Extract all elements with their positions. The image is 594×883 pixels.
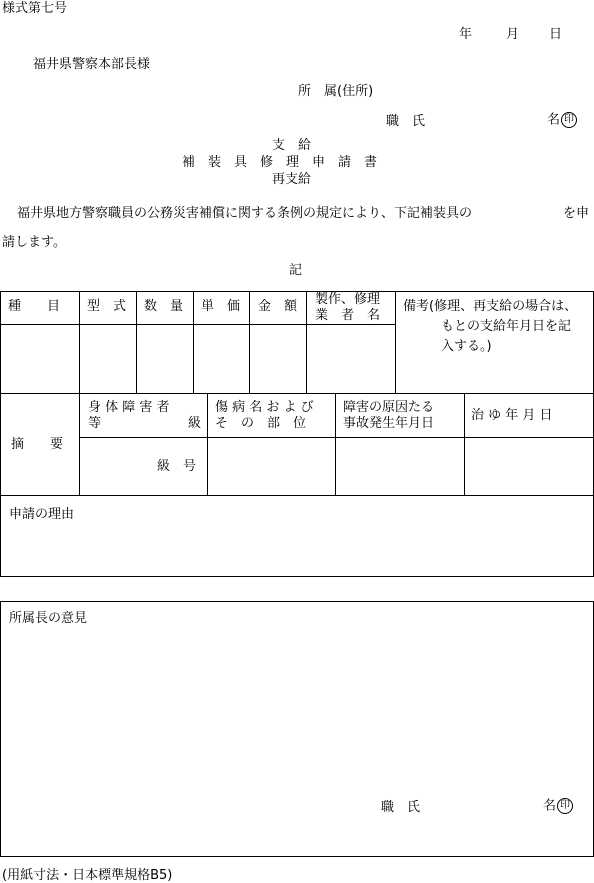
seal-mark: 印	[561, 112, 577, 128]
header-amount: 金 額	[258, 299, 298, 314]
summary-label: 摘 要	[11, 437, 64, 452]
ki-label: 記	[289, 263, 303, 278]
header-maker-line1: 製作、修理	[315, 292, 381, 307]
date-day: 日	[549, 27, 563, 42]
remarks-line3: 入する。)	[441, 339, 492, 354]
table2-col-divider	[79, 394, 80, 496]
table2-col-divider	[207, 394, 208, 496]
table1-col-divider	[395, 291, 396, 394]
supervisor-name-label: 名 印	[543, 798, 573, 814]
date-month: 月	[506, 27, 520, 42]
table1-col-divider	[136, 291, 137, 394]
date-year: 年	[459, 27, 473, 42]
grade-number-label: 級 号	[157, 459, 197, 474]
header-model: 型 式	[87, 299, 127, 314]
supervisor-title: 職 氏	[381, 800, 421, 815]
body-text-line2: 請します。	[2, 235, 66, 250]
table2-col-divider	[464, 394, 465, 496]
paper-size-note: (用紙寸法・日本標準規格B5)	[2, 868, 173, 883]
applicant-title: 職 氏	[386, 114, 426, 129]
affiliation-label: 所 属(住所)	[298, 84, 374, 99]
title-resupply: 再支給	[272, 172, 312, 187]
injury-line2: そ の 部 位	[215, 416, 307, 431]
header-quantity: 数 量	[144, 299, 184, 314]
header-maker-line2: 業 者 名	[315, 308, 381, 323]
table1-header-divider	[0, 324, 395, 325]
table1-col-divider	[193, 291, 194, 394]
document-title: 補 装 具 修 理 申 請 書	[182, 155, 378, 170]
remarks-line2: もとの支給年月日を記	[441, 319, 572, 334]
supervisor-opinion-label: 所属長の意見	[9, 611, 88, 626]
disability-line2-b: 級	[188, 416, 202, 431]
header-kind: 種 目	[8, 299, 61, 314]
body-text-line1: 福井県地方警察職員の公務災害補償に関する条例の規定により、下記補装具の	[17, 206, 473, 221]
title-supply: 支 給	[272, 138, 312, 153]
addressee: 福井県警察本部長様	[33, 57, 151, 72]
seal-mark: 印	[557, 798, 573, 814]
remarks-line1: 備考(修理、再支給の場合は、	[403, 299, 578, 314]
supervisor-opinion-box	[0, 601, 594, 857]
cause-line2: 事故発生年月日	[343, 416, 435, 431]
table1-col-divider	[79, 291, 80, 394]
injury-line1: 傷 病 名 お よ び	[215, 400, 314, 415]
applicant-name-label: 名 印	[547, 112, 577, 128]
header-unit-price: 単 価	[201, 299, 241, 314]
table2-col-divider	[335, 394, 336, 496]
disability-line1: 身 体 障 害 者	[88, 400, 170, 415]
cure-date-header: 治 ゆ 年 月 日	[471, 408, 553, 423]
body-text-line1-end: を申	[563, 206, 590, 221]
table1-col-divider	[249, 291, 250, 394]
table1-col-divider	[306, 291, 307, 394]
disability-line2-a: 等	[88, 416, 102, 431]
reason-label: 申請の理由	[9, 507, 75, 522]
reason-box	[0, 496, 594, 577]
form-number: 様式第七号	[2, 1, 68, 16]
table2-header-divider	[79, 437, 594, 438]
cause-line1: 障害の原因たる	[343, 400, 435, 415]
